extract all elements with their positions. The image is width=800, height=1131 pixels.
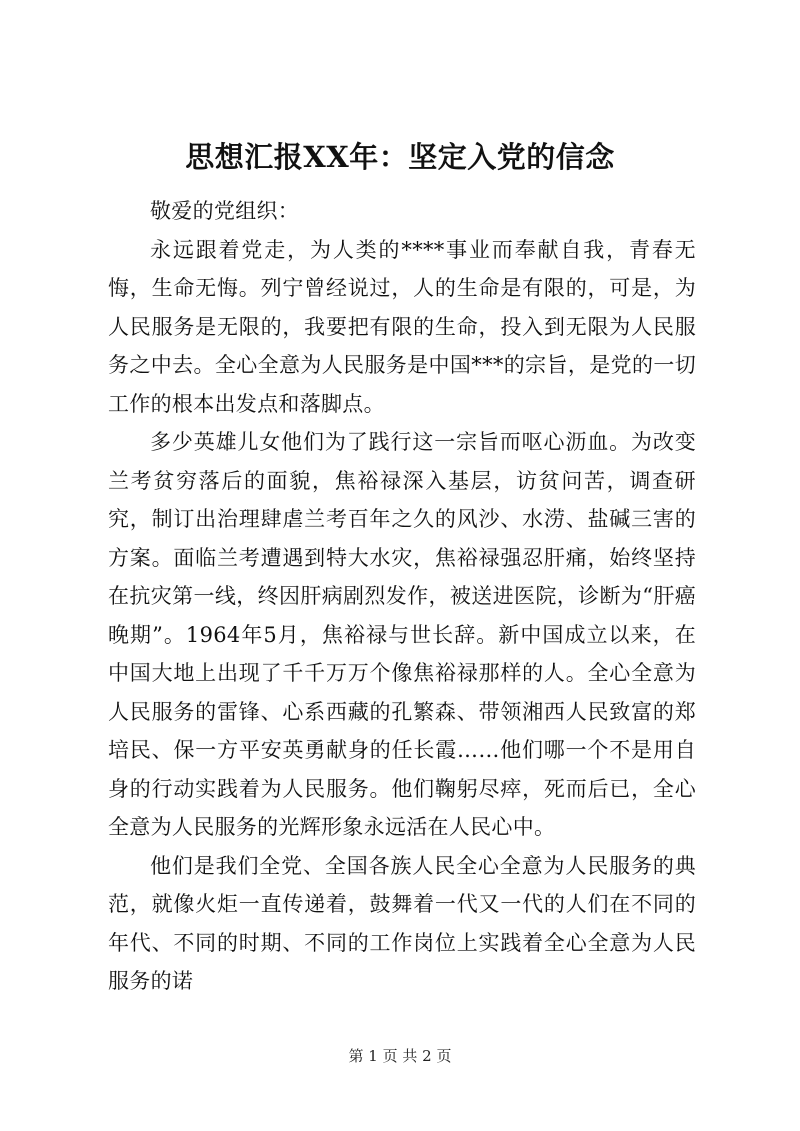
paragraph-2: 多少英雄儿女他们为了践行这一宗旨而呕心沥血。为改变兰考贫穷落后的面貌，焦裕禄深入基层，访贫问苦，调查研究，制订出治理肆虐兰考百年之久的风沙、水涝、盐碱三害的方案。面临兰考遭遇到特大水灾，焦裕禄强忍肝痛，始终坚持在抗灾第一线，终因肝病剧烈发作，被送进医院，诊断为“肝癌晚期”。1964年5月，焦裕禄与世长辞。新中国成立以来，在中国大地上出现了千千万万个像焦裕禄那样的人。全心全意为人民服务的雷锋、心系西藏的孔繁森、带领湘西人民致富的郑培民、保一方平安英勇献身的任长霞……他们哪一个不是用自身的行动实践着为人民服务。他们鞠躬尽瘁，死而后已，全心全意为人民服务的光辉形象永远活在人民心中。 bbox=[108, 430, 696, 839]
document-title: 思想汇报XX年：坚定入党的信念 bbox=[185, 140, 615, 174]
document-body bbox=[108, 192, 696, 1001]
paragraph-3: 他们是我们全党、全国各族人民全心全意为人民服务的典范，就像火炬一直传递着，鼓舞着一代又一代的人们在不同的年代、不同的时期、不同的工作岗位上实践着全心全意为人民服务的诺 bbox=[108, 853, 696, 993]
paragraph-1: 永远跟着党走，为人类的****事业而奉献自我，青春无悔，生命无悔。列宁曾经说过，人的生命是有限的，可是，为人民服务是无限的，我要把有限的生命，投入到无限为人民服务之中去。全心全意为人民服务是中国***的宗旨，是党的一切工作的根本出发点和落脚点。 bbox=[108, 237, 696, 416]
page-number-footer: 第 1 页 共 2 页 bbox=[348, 1047, 452, 1065]
salutation: 敬爱的党组织： bbox=[150, 199, 300, 223]
